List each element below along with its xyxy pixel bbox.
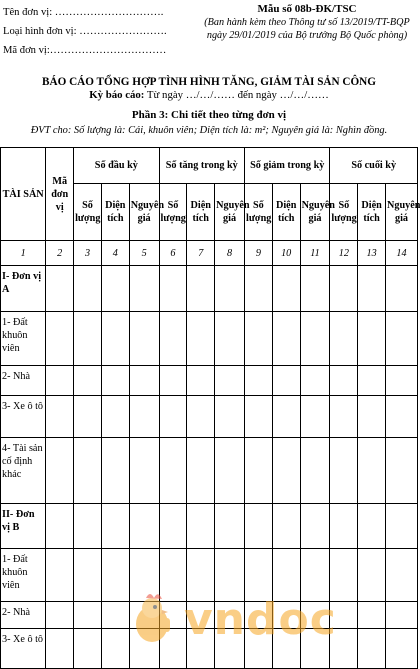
unit-note: ĐVT cho: Số lượng là: Cái, khuôn viên; Diện tích là: m²; Nguyên giá là: Nghìn đồng.	[30, 125, 388, 136]
data-cell[interactable]	[244, 266, 272, 312]
data-cell[interactable]	[272, 629, 300, 669]
table-row	[1, 504, 418, 549]
table-row	[1, 396, 418, 438]
data-cell[interactable]	[159, 396, 187, 438]
data-cell[interactable]	[300, 366, 330, 396]
col-number: 8	[215, 241, 245, 266]
data-cell[interactable]	[129, 602, 159, 629]
data-cell[interactable]	[187, 602, 215, 629]
data-cell[interactable]	[244, 396, 272, 438]
data-cell[interactable]	[187, 438, 215, 504]
col-number: 3	[74, 241, 102, 266]
header-left	[3, 3, 167, 60]
data-cell[interactable]	[386, 266, 418, 312]
data-cell[interactable]	[46, 366, 74, 396]
subcol-header: Diện tích	[101, 184, 129, 241]
col-number: 6	[159, 241, 187, 266]
data-cell[interactable]	[74, 549, 102, 602]
group-decrease-header: Số giảm trong kỳ	[244, 148, 329, 184]
data-cell[interactable]	[330, 312, 358, 366]
asset-table	[0, 147, 418, 669]
period-value: Từ ngày …/…/…… đến ngày …/…/……	[146, 89, 329, 101]
watermark-text: vndoc	[184, 594, 337, 645]
data-cell[interactable]	[101, 396, 129, 438]
data-cell[interactable]	[358, 602, 386, 629]
col-number: 7	[187, 241, 215, 266]
subcol-header: Số lượng	[159, 184, 187, 241]
data-cell[interactable]	[244, 549, 272, 602]
col-number: 12	[330, 241, 358, 266]
data-cell[interactable]	[358, 629, 386, 669]
data-cell[interactable]	[74, 602, 102, 629]
data-cell[interactable]	[187, 366, 215, 396]
unit-type-field: Loại hình đơn vị: …………………….	[3, 26, 167, 37]
col-unit-code-header: Mã đơn vị	[46, 148, 74, 241]
data-cell[interactable]	[159, 549, 187, 602]
data-cell[interactable]	[215, 396, 245, 438]
data-cell[interactable]	[129, 504, 159, 549]
data-cell[interactable]	[159, 629, 187, 669]
data-cell[interactable]	[386, 602, 418, 629]
row-label: 2- Nhà	[1, 602, 46, 629]
data-cell[interactable]	[386, 504, 418, 549]
data-cell[interactable]	[330, 504, 358, 549]
subcol-header: Số lượng	[74, 184, 102, 241]
table-row	[1, 549, 418, 602]
data-cell[interactable]	[386, 366, 418, 396]
row-label: 1- Đất khuôn viên	[1, 549, 46, 602]
data-cell[interactable]	[215, 504, 245, 549]
table-row	[1, 629, 418, 669]
data-cell[interactable]	[244, 366, 272, 396]
subcol-header: Số lượng	[244, 184, 272, 241]
data-cell[interactable]	[159, 504, 187, 549]
data-cell[interactable]	[330, 266, 358, 312]
data-cell[interactable]	[101, 366, 129, 396]
data-cell[interactable]	[386, 549, 418, 602]
data-cell[interactable]	[101, 504, 129, 549]
data-cell[interactable]	[74, 629, 102, 669]
data-cell[interactable]	[159, 438, 187, 504]
row-label: II- Đơn vị B	[1, 504, 46, 549]
data-cell[interactable]	[244, 602, 272, 629]
data-cell[interactable]	[187, 312, 215, 366]
part-title: Phần 3: Chi tiết theo từng đơn vị	[131, 109, 287, 121]
data-cell[interactable]	[300, 312, 330, 366]
data-cell[interactable]	[159, 312, 187, 366]
data-cell[interactable]	[215, 438, 245, 504]
col-number: 14	[386, 241, 418, 266]
unit-name-field: Tên đơn vị: ………………………….	[3, 7, 164, 18]
data-cell[interactable]	[46, 312, 74, 366]
form-code: Mẫu số 08b-ĐK/TSC	[257, 3, 357, 15]
data-cell[interactable]	[386, 396, 418, 438]
data-cell[interactable]	[386, 438, 418, 504]
data-cell[interactable]	[244, 312, 272, 366]
data-cell[interactable]	[215, 266, 245, 312]
data-cell[interactable]	[159, 602, 187, 629]
data-cell[interactable]	[330, 396, 358, 438]
data-cell[interactable]	[129, 312, 159, 366]
data-cell[interactable]	[215, 549, 245, 602]
data-cell[interactable]	[272, 602, 300, 629]
table-row	[1, 602, 418, 629]
data-cell[interactable]	[46, 549, 74, 602]
data-cell[interactable]	[272, 549, 300, 602]
col-number: 2	[46, 241, 74, 266]
data-cell[interactable]	[272, 366, 300, 396]
data-cell[interactable]	[74, 438, 102, 504]
data-cell[interactable]	[386, 629, 418, 669]
data-cell[interactable]	[159, 366, 187, 396]
data-cell[interactable]	[330, 549, 358, 602]
data-cell[interactable]	[74, 366, 102, 396]
data-cell[interactable]	[300, 266, 330, 312]
data-cell[interactable]	[330, 438, 358, 504]
data-cell[interactable]	[46, 438, 74, 504]
data-cell[interactable]	[129, 438, 159, 504]
data-cell[interactable]	[272, 312, 300, 366]
report-title: BÁO CÁO TỔNG HỢP TÌNH HÌNH TĂNG, GIẢM TÀI SẢN CÔNG	[42, 76, 376, 88]
data-cell[interactable]	[101, 602, 129, 629]
data-cell[interactable]	[187, 396, 215, 438]
data-cell[interactable]	[300, 629, 330, 669]
legal-basis: (Ban hành kèm theo Thông tư số 13/2019/TT-BQP ngày 29/01/2019 của Bộ trưởng Bộ Quốc phòng)	[204, 17, 410, 41]
data-cell[interactable]	[46, 629, 74, 669]
data-cell[interactable]	[46, 602, 74, 629]
data-cell[interactable]	[159, 266, 187, 312]
data-cell[interactable]	[74, 266, 102, 312]
table-row	[1, 438, 418, 504]
data-cell[interactable]	[187, 549, 215, 602]
table-row	[1, 266, 418, 312]
data-cell[interactable]	[129, 266, 159, 312]
data-cell[interactable]	[272, 266, 300, 312]
data-cell[interactable]	[215, 602, 245, 629]
row-label: I- Đơn vị A	[1, 266, 46, 312]
subcol-header: Diện tích	[272, 184, 300, 241]
col-number: 11	[300, 241, 330, 266]
data-cell[interactable]	[300, 549, 330, 602]
col-asset-header: TÀI SẢN	[1, 148, 46, 241]
data-cell[interactable]	[300, 396, 330, 438]
group-closing-header: Số cuối kỳ	[330, 148, 418, 184]
subcol-header: Diện tích	[358, 184, 386, 241]
data-cell[interactable]	[101, 629, 129, 669]
data-cell[interactable]	[358, 504, 386, 549]
report-period	[0, 89, 418, 101]
group-opening-header: Số đầu kỳ	[74, 148, 159, 184]
data-cell[interactable]	[101, 266, 129, 312]
data-cell[interactable]	[358, 312, 386, 366]
data-cell[interactable]	[215, 629, 245, 669]
subcol-header: Diện tích	[187, 184, 215, 241]
col-number: 5	[129, 241, 159, 266]
data-cell[interactable]	[46, 504, 74, 549]
unit-code-field: Mã đơn vị:……………………………	[3, 45, 167, 56]
data-cell[interactable]	[272, 504, 300, 549]
data-cell[interactable]	[244, 438, 272, 504]
data-cell[interactable]	[74, 312, 102, 366]
data-cell[interactable]	[74, 396, 102, 438]
row-label: 1- Đất khuôn viên	[1, 312, 46, 366]
data-cell[interactable]	[74, 504, 102, 549]
data-cell[interactable]	[300, 504, 330, 549]
subcol-header: Số lượng	[330, 184, 358, 241]
col-number: 10	[272, 241, 300, 266]
subcol-header: Nguyên giá	[386, 184, 418, 241]
data-cell[interactable]	[129, 549, 159, 602]
data-cell[interactable]	[187, 504, 215, 549]
data-cell[interactable]	[358, 438, 386, 504]
data-cell[interactable]	[215, 312, 245, 366]
data-cell[interactable]	[330, 366, 358, 396]
data-cell[interactable]	[330, 629, 358, 669]
col-number: 13	[358, 241, 386, 266]
data-cell[interactable]	[272, 438, 300, 504]
data-cell[interactable]	[300, 602, 330, 629]
data-cell[interactable]	[187, 266, 215, 312]
table-row	[1, 366, 418, 396]
data-cell[interactable]	[187, 629, 215, 669]
data-cell[interactable]	[46, 266, 74, 312]
subcol-header: Nguyên giá	[129, 184, 159, 241]
data-cell[interactable]	[358, 396, 386, 438]
subcol-header: Nguyên giá	[215, 184, 245, 241]
data-cell[interactable]	[129, 366, 159, 396]
table-row	[1, 312, 418, 366]
data-cell[interactable]	[129, 629, 159, 669]
data-cell[interactable]	[101, 549, 129, 602]
data-cell[interactable]	[101, 312, 129, 366]
group-increase-header: Số tăng trong kỳ	[159, 148, 244, 184]
data-cell[interactable]	[244, 629, 272, 669]
row-label: 4- Tài sản cố định khác	[1, 438, 46, 504]
subcol-header: Nguyên giá	[300, 184, 330, 241]
data-cell[interactable]	[215, 366, 245, 396]
data-cell[interactable]	[101, 438, 129, 504]
row-label: 3- Xe ô tô	[1, 396, 46, 438]
data-cell[interactable]	[272, 396, 300, 438]
data-cell[interactable]	[244, 504, 272, 549]
row-label: 3- Xe ô tô	[1, 629, 46, 669]
data-cell[interactable]	[358, 266, 386, 312]
data-cell[interactable]	[358, 549, 386, 602]
row-label: 2- Nhà	[1, 366, 46, 396]
data-cell[interactable]	[129, 396, 159, 438]
data-cell[interactable]	[358, 366, 386, 396]
data-cell[interactable]	[386, 312, 418, 366]
period-label: Kỳ báo cáo:	[89, 89, 145, 101]
data-cell[interactable]	[46, 396, 74, 438]
data-cell[interactable]	[330, 602, 358, 629]
header-right	[198, 3, 416, 42]
data-cell[interactable]	[300, 438, 330, 504]
col-number: 4	[101, 241, 129, 266]
col-number: 9	[244, 241, 272, 266]
col-number: 1	[1, 241, 46, 266]
